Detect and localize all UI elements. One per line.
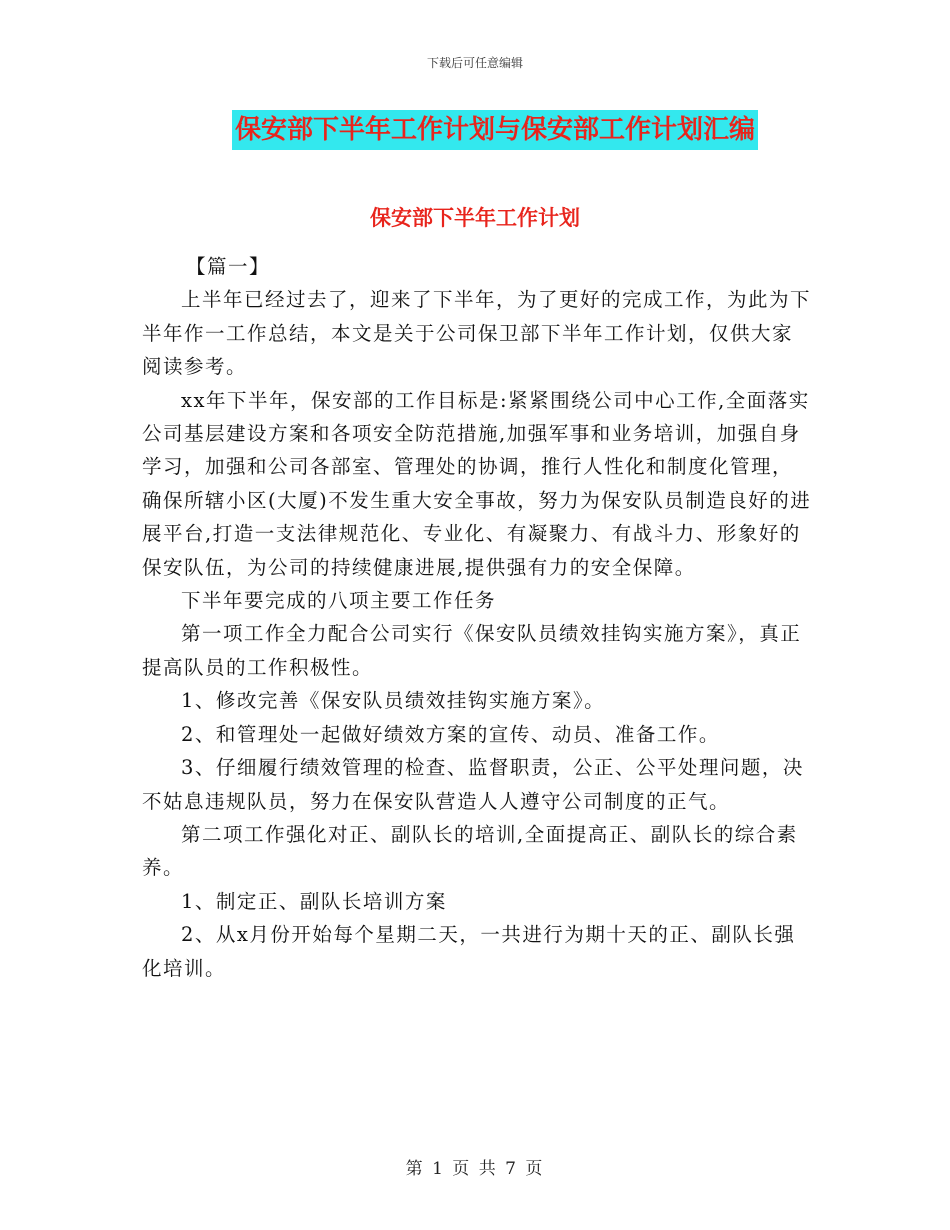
page-footer: 第 1 页 共 7 页 bbox=[405, 1159, 545, 1179]
paragraph: 第二项工作强化对正、副队长的培训,全面提高正、副队长的综合素养。 bbox=[142, 822, 798, 880]
paragraph: 上半年已经过去了，迎来了下半年，为了更好的完成工作，为此为下半年作一工作总结，本文是关于公司保卫部下半年工作计划，仅供大家阅读参考。 bbox=[142, 288, 812, 379]
page-header-note: 下载后可任意编辑 bbox=[426, 56, 523, 70]
paragraph: 1、修改完善《保安队员绩效挂钩实施方案》。 bbox=[181, 689, 606, 713]
paragraph: 1、制定正、副队长培训方案 bbox=[181, 889, 447, 913]
document-title: 保安部下半年工作计划与保安部工作计划汇编 bbox=[232, 110, 758, 150]
paragraph: 3、仔细履行绩效管理的检查、监督职责，公正、公平处理问题，决不姑息违规队员，努力在保安队营造人人遵守公司制度的正气。 bbox=[142, 756, 804, 813]
paragraph: 下半年要完成的八项主要工作任务 bbox=[181, 589, 497, 613]
paragraph: 2、和管理处一起做好绩效方案的宣传、动员、准备工作。 bbox=[181, 722, 720, 746]
paragraph: 第一项工作全力配合公司实行《保安队员绩效挂钩实施方案》，真正提高队员的工作积极性。 bbox=[142, 622, 802, 679]
paragraph: xx年下半年，保安部的工作目标是:紧紧围绕公司中心工作,全面落实公司基层建设方案和各项安全防范措施,加强军事和业务培训，加强自身学习，加强和公司各部室、管理处的协调，推行人性化和制度化管理，确保所辖小区(大厦)不发生重大安全事故，努力为保安队员制造良好的进展平台,打造一支法律规范化、专业化、有凝聚力、有战斗力、形象好的保安队伍，为公司的持续健康进展,提供强有力的安全保障。 bbox=[142, 388, 812, 579]
section-title: 保安部下半年工作计划 bbox=[370, 206, 580, 230]
section-tag: 【篇一】 bbox=[186, 255, 271, 278]
paragraph: 2、从x月份开始每个星期二天，一共进行为期十天的正、副队长强化培训。 bbox=[142, 923, 796, 980]
document-body bbox=[142, 250, 812, 985]
